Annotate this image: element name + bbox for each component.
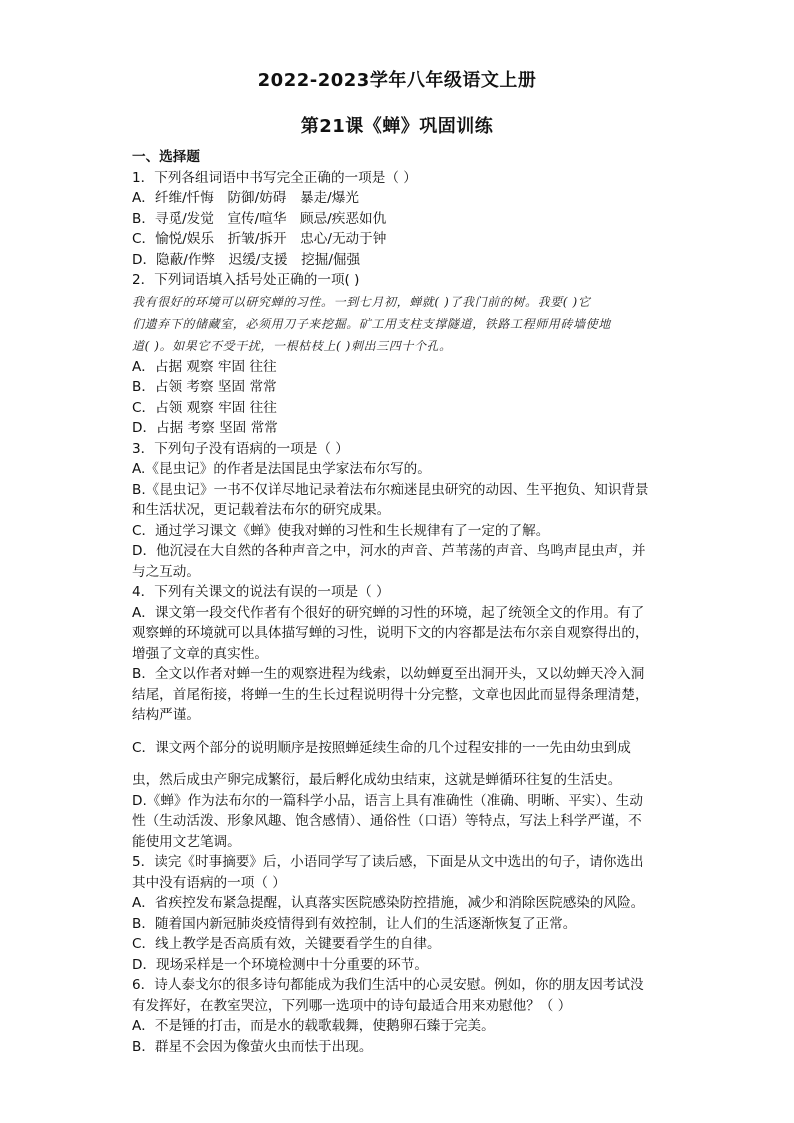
question-6-stem-cont: 有发挥好，在教室哭泣，下列哪一选项中的诗句最适合用来劝慰他？（ ） <box>132 997 572 1014</box>
question-4-option-b: B．全文以作者对蝉一生的观察进程为线索，以幼蝉夏至出洞开头，又以幼蝉天冷入洞 <box>132 666 645 682</box>
question-4-option-c-cont: 虫，然后成虫产卵完成繁衍，最后孵化成幼虫结束，这就是蝉循环往复的生活史。 <box>132 772 622 788</box>
question-3-option-c: C．通过学习课文《蝉》使我对蝉的习性和生长规律有了一定的了解。 <box>132 522 550 539</box>
question-4-option-d: D.《蝉》作为法布尔的一篇科学小品，语言上具有准确性（准确、明晰、平实）、生动 <box>132 792 643 809</box>
question-4-option-a-cont: 增强了文章的真实性。 <box>132 645 268 662</box>
lesson-title: 第21课《蝉》巩固训练 <box>300 116 494 137</box>
question-5-stem-cont: 其中没有语病的一项（ ） <box>132 874 286 891</box>
question-6-stem: 6．诗人泰戈尔的很多诗句都能成为我们生活中的心灵安慰。例如，你的朋友因考试没 <box>132 977 644 993</box>
question-1-option-a: A．纤维/忏悔 防御/妨碍 暴走/爆光 <box>132 190 359 206</box>
question-4-option-b-cont: 结构严谨。 <box>132 707 200 723</box>
question-6-option-a: A．不是锤的打击，而是水的载歌载舞，使鹅卵石臻于完美。 <box>132 1018 495 1034</box>
question-4-option-c: C．课文两个部分的说明顺序是按照蝉延续生命的几个过程安排的一一先由幼虫到成 <box>132 739 631 756</box>
question-1-stem: 1．下列各组词语中书写完全正确的一项是（ ） <box>132 169 417 186</box>
question-1-option-d: D．隐蔽/作弊 迟缓/支援 挖掘/倔强 <box>132 251 361 268</box>
question-2-passage-line: 们遗弃下的储藏室，必须用刀子来挖掘。矿工用支柱支撑隧道，铁路工程师用砖墙使地 <box>132 316 611 331</box>
question-4-option-d-cont: 能使用文艺笔调。 <box>132 833 241 850</box>
question-6-option-b: B．群星不会因为像萤火虫而怯于出现。 <box>132 1038 373 1055</box>
question-2-passage-line: 我有很好的环境可以研究蝉的习性。一到七月初，蝉就( )了我门前的树。我要( )它 <box>132 294 591 309</box>
question-4-stem: 4．下列有关课文的说法有误的一项是（ ） <box>132 584 390 600</box>
question-3-option-d-cont: 与之互动。 <box>132 563 200 580</box>
question-2-option-d: D．占据 考察 坚固 常常 <box>132 420 278 436</box>
question-2-passage-line: 道( )。如果它不受干扰，一根枯枝上( )刺出三四十个孔。 <box>132 338 452 353</box>
question-2-option-c: C．占领 观察 牢固 往往 <box>132 399 277 416</box>
question-5-option-d: D．现场采样是一个环境检测中十分重要的环节。 <box>132 956 428 973</box>
question-5-option-c: C．线上教学是否高质有效，关键要看学生的自律。 <box>132 936 441 952</box>
question-3-option-a: A.《昆虫记》的作者是法国昆虫学家法布尔写的。 <box>132 461 431 477</box>
question-3-stem: 3．下列句子没有语病的一项是（ ） <box>132 440 349 457</box>
question-5-stem: 5．读完《时事摘要》后，小语同学写了读后感，下面是从文中选出的句子，请你选出 <box>132 854 644 870</box>
question-4-option-a-cont: 观察蝉的环境就可以具体描写蝉的习性，说明下文的内容都是法布尔亲自观察得出的， <box>132 625 649 641</box>
question-4-option-b-cont: 结尾，首尾衔接，将蝉一生的生长过程说明得十分完整，文章也因此而显得条理清楚， <box>132 686 649 703</box>
document-body <box>132 147 662 1057</box>
question-3-option-d: D．他沉浸在大自然的各种声音之中，河水的声音、芦苇荡的声音、鸟鸣声昆虫声，并 <box>132 543 646 559</box>
question-2-stem: 2．下列词语填入括号处正确的一项( ) <box>132 272 360 288</box>
question-3-option-b: B.《昆虫记》一书不仅详尽地记录着法布尔痴迷昆虫研究的动因、生平抱负、知识背景 <box>132 481 649 498</box>
question-2-option-a: A．占据 观察 牢固 往往 <box>132 358 277 375</box>
question-4-option-d-cont: 性（生动活泼、形象风趣、饱含感情）、通俗性（口语）等特点，写法上科学严谨，不 <box>132 813 642 829</box>
section-heading: 一、选择题 <box>132 149 200 165</box>
question-2-option-b: B．占领 考察 坚固 常常 <box>132 379 277 395</box>
question-3-option-b-cont: 和生活状况，更记载着法布尔的研究成果。 <box>132 502 391 518</box>
question-5-option-b: B．随着国内新冠肺炎疫情得到有效控制，让人们的生活逐渐恢复了正常。 <box>132 915 577 932</box>
question-1-option-b: B．寻觅/发觉 宣传/喧华 顾忌/疾恶如仇 <box>132 210 387 227</box>
question-1-option-c: C．愉悦/娱乐 折皱/拆开 忠心/无动于钟 <box>132 231 387 247</box>
question-5-option-a: A．省疾控发布紧急提醒，认真落实医院感染防控措施，减少和消除医院感染的风险。 <box>132 895 645 911</box>
document-title: 2022-2023学年八年级语文上册 <box>257 70 537 91</box>
question-4-option-a: A．课文第一段交代作者有个很好的研究蝉的习性的环境，起了统领全文的作用。有了 <box>132 604 645 621</box>
